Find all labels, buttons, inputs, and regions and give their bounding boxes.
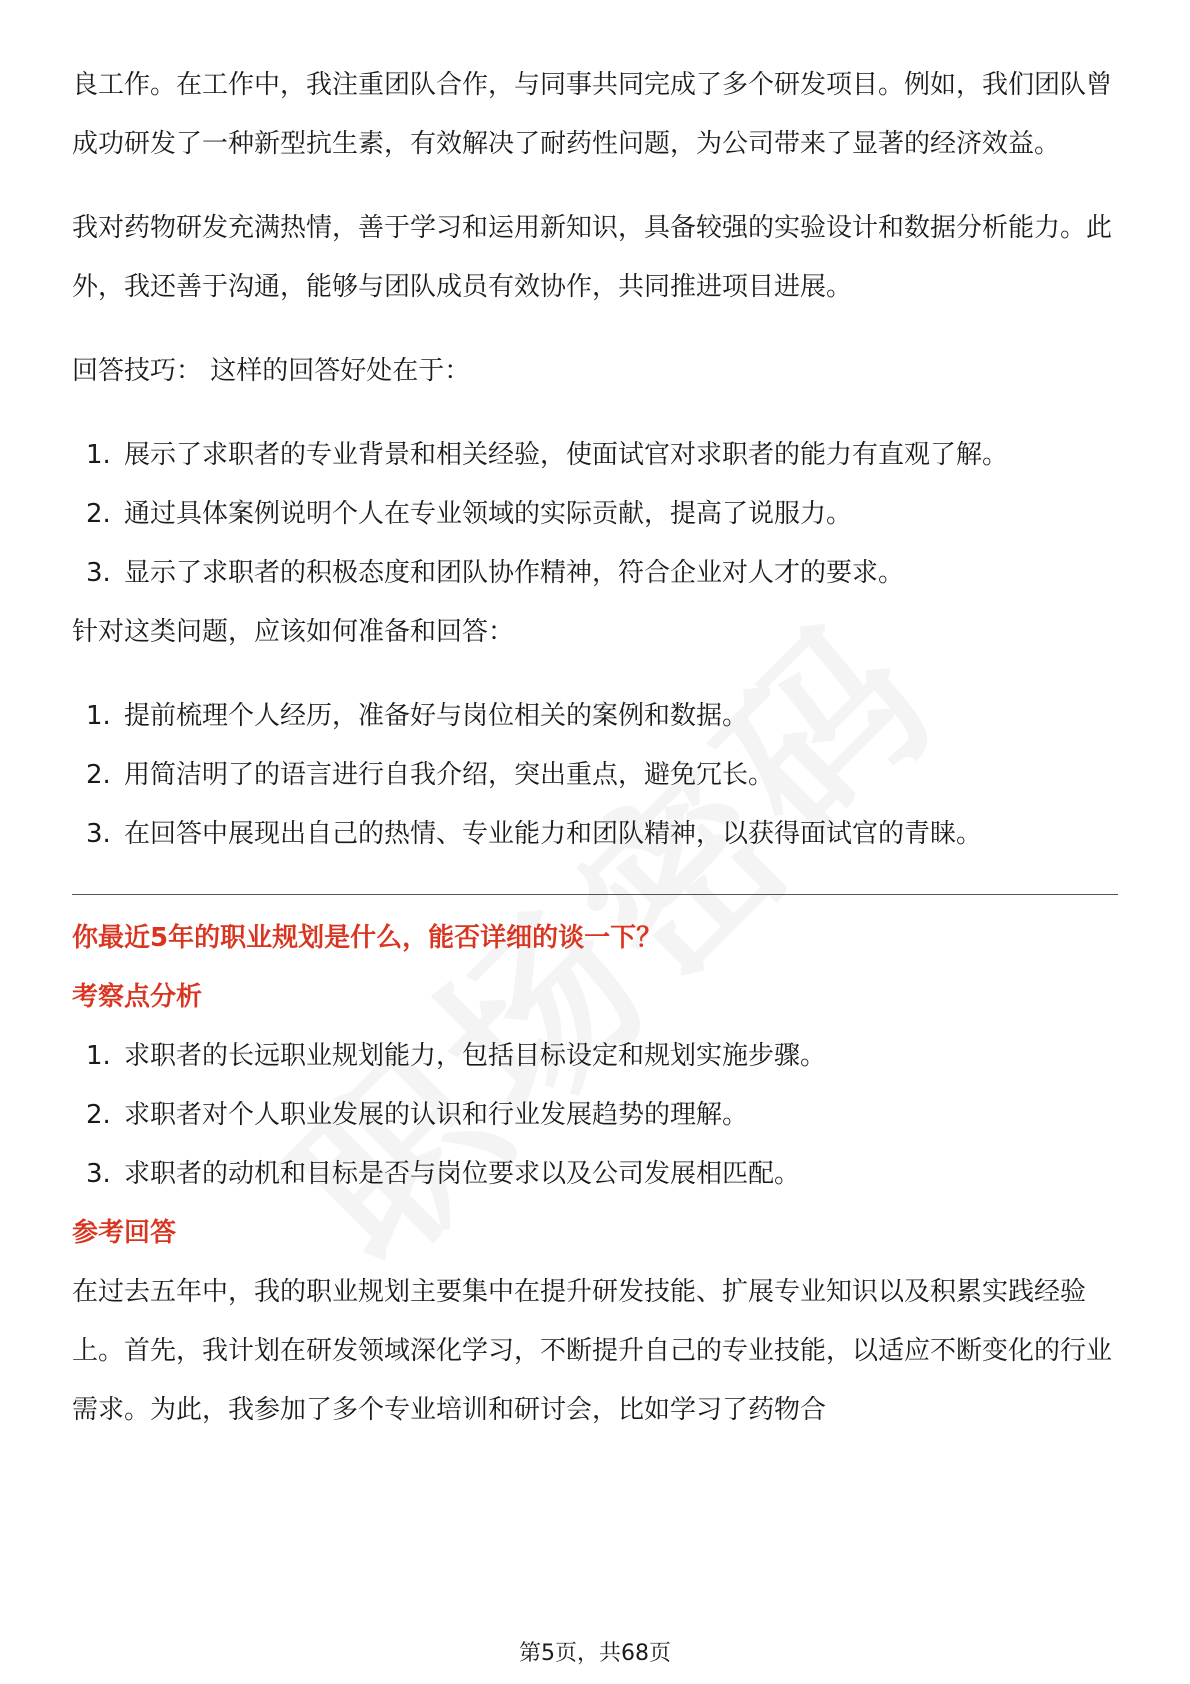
tips-heading: 回答技巧： 这样的回答好处在于： [72,356,471,386]
list-item: 3. 求职者的动机和目标是否与岗位要求以及公司发展相匹配。 [72,1145,1118,1204]
list-item: 1. 展示了求职者的专业背景和相关经验，使面试官对求职者的能力有直观了解。 [72,426,1118,485]
section-divider [72,894,1118,895]
reference-paragraph: 在过去五年中，我的职业规划主要集中在提升研发技能、扩展专业知识以及积累实践经验上。首先，我计划在研发领域深化学习，不断提升自己的专业技能，以适应不断变化的行业需求。为此，我参加了多个专业培训和研讨会，比如学习了药物合 [72,1277,1113,1425]
intro-paragraph-2: 我对药物研发充满热情，善于学习和运用新知识，具备较强的实验设计和数据分析能力。此外，我还善于沟通，能够与团队成员有效协作，共同推进项目进展。 [72,213,1113,302]
list-number: 3. [86,1159,111,1189]
list-item: 1. 求职者的长远职业规划能力，包括目标设定和规划实施步骤。 [72,1027,1118,1086]
list-item: 3. 在回答中展现出自己的热情、专业能力和团队精神，以获得面试官的青睐。 [72,805,1118,864]
list-number: 2. [86,499,111,529]
analysis-list [72,1027,1118,1204]
list-number: 1. [86,701,111,731]
intro-paragraph-1: 良工作。在工作中，我注重团队合作，与同事共同完成了多个研发项目。例如，我们团队曾成功研发了一种新型抗生素，有效解决了耐药性问题，为公司带来了显著的经济效益。 [72,70,1113,159]
list-number: 1. [86,1041,111,1071]
list-item: 2. 求职者对个人职业发展的认识和行业发展趋势的理解。 [72,1086,1118,1145]
list-number: 2. [86,1100,111,1130]
list-number: 1. [86,440,111,470]
list-number: 3. [86,558,111,588]
analysis-heading: 考察点分析 [72,982,203,1012]
page-footer: 第5页，共68页 [519,1641,671,1666]
list-item: 3. 显示了求职者的积极态度和团队协作精神，符合企业对人才的要求。 [72,544,1118,603]
question-heading: 你最近5年的职业规划是什么，能否详细的谈一下？ [72,923,663,953]
list-item: 1. 提前梳理个人经历，准备好与岗位相关的案例和数据。 [72,687,1118,746]
tips-list [72,426,1118,603]
document-body [72,56,1118,1440]
prep-list [72,687,1118,864]
list-item: 2. 通过具体案例说明个人在专业领域的实际贡献，提高了说服力。 [72,485,1118,544]
list-item: 2. 用简洁明了的语言进行自我介绍，突出重点，避免冗长。 [72,746,1118,805]
reference-heading: 参考回答 [72,1218,177,1248]
list-number: 3. [86,819,111,849]
prep-heading: 针对这类问题，应该如何准备和回答： [72,617,515,647]
list-number: 2. [86,760,111,790]
